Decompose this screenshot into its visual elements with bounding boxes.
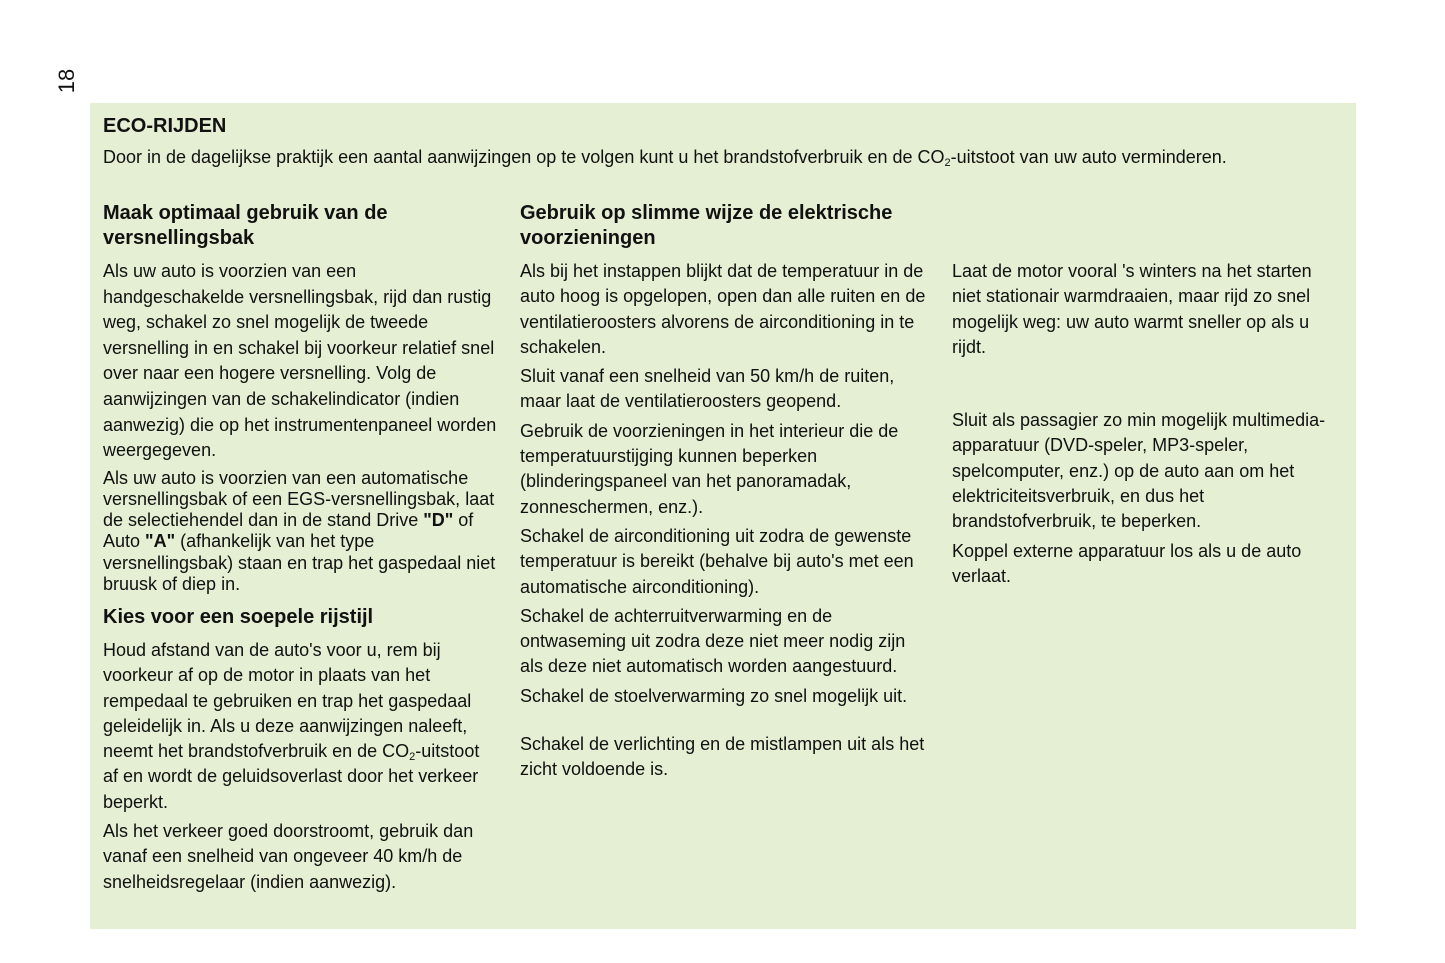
- heading-electrical: Gebruik op slimme wijze de elektrische voorzieningen: [520, 202, 893, 249]
- paragraph-manual-gearbox: Als uw auto is voorzien van een handgeschakelde versnellingsbak, rijd dan rustig weg, schakel zo snel mogelijk de tweede versnelling in en schakel bij voorkeur relatief snel over naar een hogere versnelling. Volg de aanwijzingen van de schakelindicator (indien aanwezig) die op het instrumentenpaneel worden weergegeven.: [103, 261, 497, 461]
- paragraph-rear-heating: Schakel de achterruitverwarming en de ontwaseming uit zodra deze niet meer nodig zijn als deze niet automatisch worden aangestuurd.: [520, 605, 906, 677]
- intro-text-start: Door in de dagelijkse praktijk een aantal aanwijzingen op te volgen kunt u het brandstofverbruik en de CO: [103, 147, 945, 167]
- text-smooth-part-a: Houd afstand van de auto's voor u, rem bij voorkeur af op de motor in plaats van het rempedaal te gebruiken en trap het gaspedaal geleidelijk in. Als u deze aanwijzingen naleeft, neemt het brandstofverbruik en de CO: [103, 639, 472, 762]
- text-auto-mode: "A": [145, 531, 176, 552]
- paragraph-air-conditioning: Schakel de airconditioning uit zodra de gewenste temperatuur is bereikt (behalve bij auto's met een automatische airconditioning).: [520, 525, 914, 597]
- paragraph-smooth-driving: [103, 638, 498, 815]
- paragraph-cruise-control: Als het verkeer goed doorstroomt, gebruik dan vanaf een snelheid van ongeveer 40 km/h de snelheidsregelaar (indien aanwezig).: [103, 821, 474, 892]
- text-automatic-part-b: of Auto: [103, 510, 474, 552]
- text-smooth-part-b: -uitstoot af en wordt de geluidsoverlast door het verkeer beperkt.: [103, 741, 480, 812]
- text-automatic-part-c: (afhankelijk van het type versnellingsbak) staan en trap het gaspedaal niet bruusk of diep in.: [103, 531, 496, 594]
- paragraph-automatic-gearbox: [103, 468, 498, 595]
- column-engine-multimedia: [952, 201, 1342, 593]
- intro-text-end: -uitstoot van uw auto verminderen.: [950, 147, 1227, 167]
- column-gearbox: [103, 201, 498, 899]
- co2-subscript: 2: [944, 157, 951, 169]
- paragraph-multimedia: Sluit als passagier zo min mogelijk multimedia-apparatuur (DVD-speler, MP3-speler, spelcomputer, enz.) op de auto aan om het elektriciteitsverbruik, en dus het brandstofverbruik, te beperken.: [952, 410, 1326, 532]
- paragraph-warm-up: Laat de motor vooral 's winters na het starten niet stationair warmdraaien, maar rijd zo snel mogelijk weg: uw auto warmt sneller op als u rijdt.: [952, 261, 1312, 357]
- column-electrical: [520, 201, 930, 787]
- eco-driving-panel: [90, 103, 1356, 929]
- text-automatic-part-a: Als uw auto is voorzien van een automatische versnellingsbak of een EGS-versnellingsbak, laat de selectiehendel dan in de stand Drive: [103, 467, 495, 531]
- text-drive-mode: "D": [423, 510, 454, 531]
- co2-subscript: 2: [409, 751, 416, 764]
- paragraph-seat-heating: Schakel de stoelverwarming zo snel mogelijk uit.: [520, 685, 908, 706]
- heading-gearbox: Maak optimaal gebruik van de versnellingsbak: [103, 202, 388, 249]
- paragraph-ventilate: Als bij het instappen blijkt dat de temperatuur in de auto hoog is opgelopen, open dan alle ruiten en de ventilatieroosters alvorens de airconditioning in te schakelen.: [520, 261, 926, 357]
- paragraph-lights: Schakel de verlichting en de mistlampen uit als het zicht voldoende is.: [520, 734, 925, 780]
- paragraph-close-windows: Sluit vanaf een snelheid van 50 km/h de ruiten, maar laat de ventilatieroosters geopend.: [520, 366, 895, 412]
- paragraph-disconnect: Koppel externe apparatuur los als u de auto verlaat.: [952, 540, 1302, 586]
- heading-smooth-driving: Kies voor een soepele rijstijl: [103, 605, 374, 628]
- section-title: ECO-RIJDEN: [103, 115, 227, 137]
- paragraph-interior-shading: Gebruik de voorzieningen in het interieur die de temperatuurstijging kunnen beperken (blinderingspaneel van het panoramadak, zonneschermen, enz.).: [520, 420, 899, 517]
- intro-text: [103, 145, 1283, 170]
- page-number: 18: [54, 68, 79, 94]
